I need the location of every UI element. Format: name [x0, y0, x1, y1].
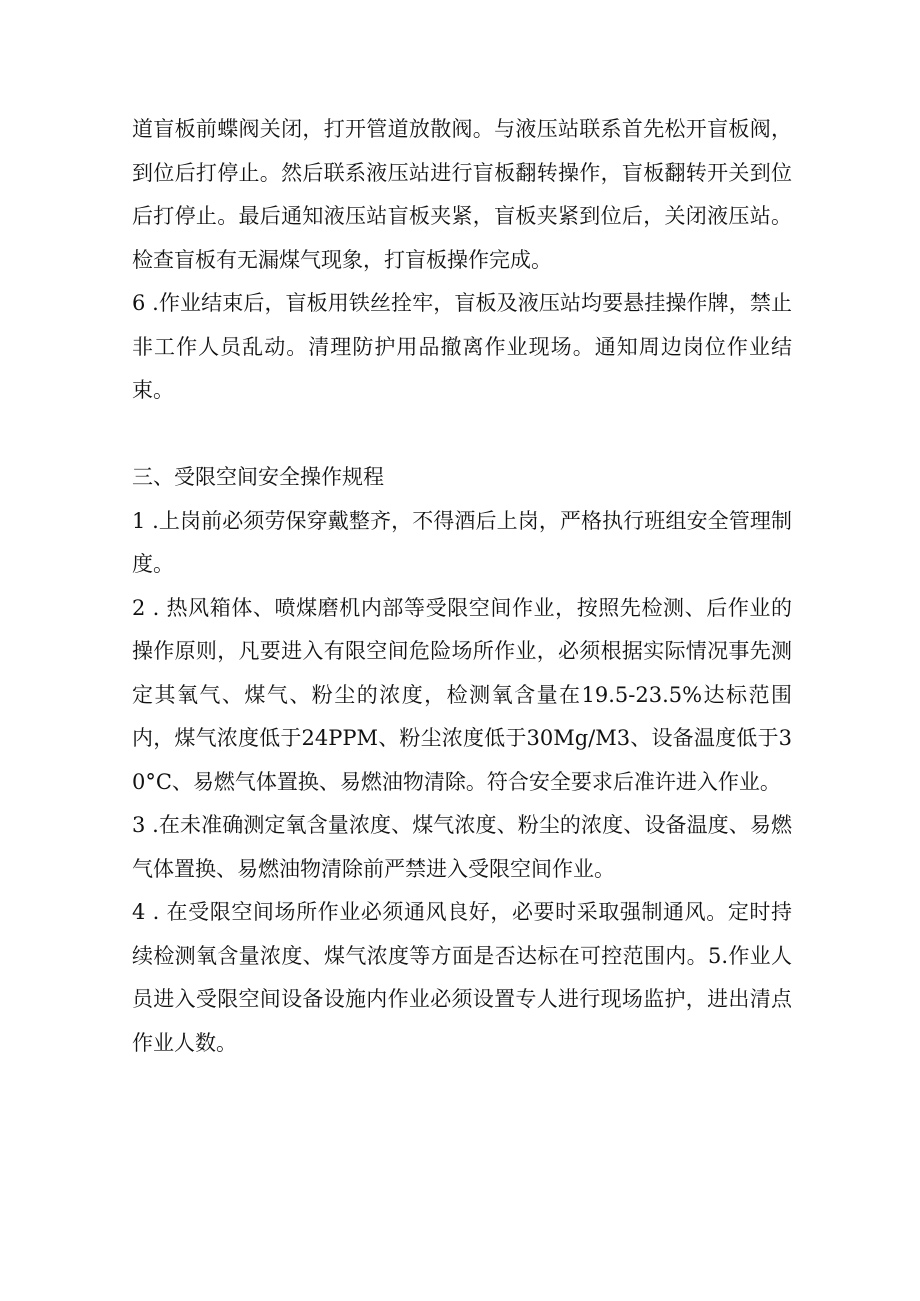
- paragraph-item-4: 4 . 在受限空间场所作业必须通风良好，必要时采取强制通风。定时持续检测氧含量浓度、煤气浓度等方面是否达标在可控范围内。5.作业人员进入受限空间设备设施内作业必须设置专人进行现场监护，进出清点作业人数。: [132, 900, 792, 1055]
- paragraph-item-6: 6 .作业结束后，盲板用铁丝拴牢，盲板及液压站均要悬挂操作牌，禁止非工作人员乱动。清理防护用品撤离作业现场。通知周边岗位作业结束。: [132, 291, 792, 402]
- paragraph-blind-plate-procedure: 道盲板前蝶阀关闭，打开管道放散阀。与液压站联系首先松开盲板阀，到位后打停止。然后联系液压站进行盲板翻转操作，盲板翻转开关到位后打停止。最后通知液压站盲板夹紧，盲板夹紧到位后，关闭液压站。检查盲板有无漏煤气现象，打盲板操作完成。: [132, 117, 792, 272]
- section-heading: 三、受限空间安全操作规程: [132, 465, 384, 489]
- document-body: [132, 108, 792, 1065]
- paragraph-item-2: 2 . 热风箱体、喷煤磨机内部等受限空间作业，按照先检测、后作业的操作原则，凡要进入有限空间危险场所作业，必须根据实际情况事先测定其氧气、煤气、粉尘的浓度，检测氧含量在19.5-23.5%达标范围内，煤气浓度低于24PPM、粉尘浓度低于30Mg/M3、设备温度低于30°C、易燃气体置换、易燃油物清除。符合安全要求后准许进入作业。: [132, 595, 792, 794]
- paragraph-item-3: 3 .在未准确测定氧含量浓度、煤气浓度、粉尘的浓度、设备温度、易燃气体置换、易燃油物清除前严禁进入受限空间作业。: [132, 813, 792, 881]
- paragraph-item-1: 1 .上岗前必须劳保穿戴整齐，不得酒后上岗，严格执行班组安全管理制度。: [132, 508, 792, 576]
- paragraph-spacer: [132, 413, 792, 457]
